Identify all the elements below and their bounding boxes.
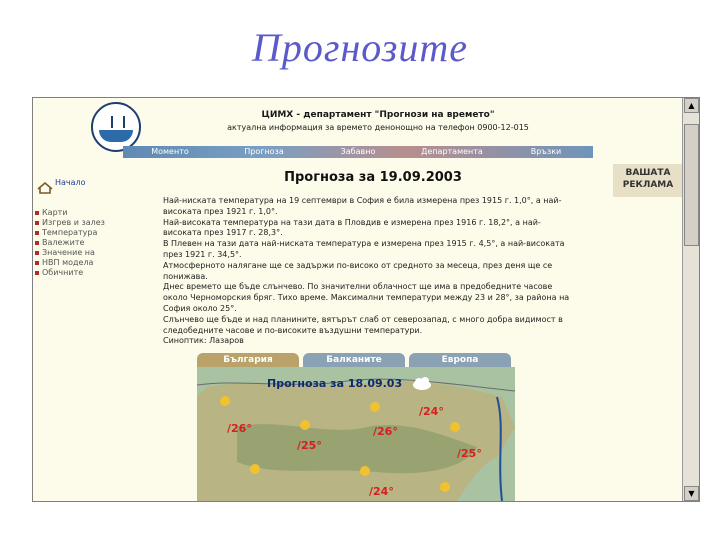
bullet-icon <box>35 221 39 225</box>
nav-links[interactable]: Връзки <box>530 147 562 156</box>
temp-label: /24° <box>419 405 444 418</box>
web-page <box>33 98 683 501</box>
tab-balkans[interactable]: Балканите <box>303 353 405 367</box>
nav-moments[interactable]: Моменто <box>151 147 189 156</box>
ad-line-2: РЕКЛАМА <box>622 180 674 190</box>
temp-label: /25° <box>457 447 482 460</box>
home-icon[interactable] <box>37 182 53 194</box>
sun-icon <box>357 463 373 479</box>
sidebar-item-precipitation[interactable]: Валежите <box>35 238 135 248</box>
sidebar-item-nwp[interactable]: НВП модела <box>35 258 135 268</box>
home-link[interactable]: Начало <box>55 178 86 187</box>
bullet-icon <box>35 241 39 245</box>
bullet-icon <box>35 271 39 275</box>
forecast-paragraph: Атмосферното налягане ще се задържи по-високо от средното за месеца, през деня ще се понижава. <box>163 260 553 281</box>
nav-forecast[interactable]: Прогноза <box>244 147 284 156</box>
browser-frame <box>32 97 700 502</box>
sun-icon <box>437 479 453 495</box>
sun-icon <box>367 399 383 415</box>
sun-icon <box>447 419 463 435</box>
forecast-text <box>163 196 573 347</box>
tab-europe[interactable]: Европа <box>409 353 511 367</box>
forecast-paragraph: В Плевен на тази дата най-ниската температура е измерена през 1915 г. 4,5°, а най-високата през 1921 г. 34,5°. <box>163 239 565 259</box>
sidebar-item-maps[interactable]: Карти <box>35 208 135 218</box>
forecast-paragraph: Слънчево ще бъде и над планините, вятърът слаб от северозапад, с много добра видимост в следобедните часове и по-високите въздушни температури. <box>163 314 563 335</box>
temp-label: /26° <box>373 425 398 438</box>
sidebar <box>35 208 135 278</box>
nav-bar <box>123 146 593 158</box>
slide-title: Прогнозите <box>251 25 469 70</box>
sidebar-item-sunrise[interactable]: Изгрев и залез <box>35 218 135 228</box>
forecast-map <box>197 367 515 501</box>
scroll-thumb[interactable] <box>684 124 699 246</box>
map-title: Прогноза за 18.09.03 <box>267 377 403 390</box>
ad-banner[interactable] <box>613 164 683 197</box>
site-header-subtitle: актуална информация за времето денонощно на телефон 0900-12-015 <box>227 123 529 132</box>
bullet-icon <box>35 251 39 255</box>
temp-label: /24° <box>369 485 394 498</box>
sidebar-item-temperature[interactable]: Температура <box>35 228 135 238</box>
bullet-icon <box>35 231 39 235</box>
forecaster: Синоптик: Лазаров <box>163 336 244 346</box>
forecast-paragraph: Най-ниската температура на 19 септември в София е била измерена през 1915 г. 1,0°, а най-високата през 1921 г. 1,0°. <box>163 196 562 216</box>
scroll-up-icon[interactable]: ▲ <box>684 98 699 113</box>
sun-icon <box>217 393 233 409</box>
sun-icon <box>297 417 313 433</box>
forecast-paragraph: Най-високата температура на тази дата в Пловдив е измерена през 1916 г. 18,2°, а най-високата през 1917 г. 28,3°. <box>163 217 541 238</box>
forecast-title: Прогноза за 19.09.2003 <box>284 170 462 185</box>
map-tabs <box>197 353 515 367</box>
sun-icon <box>247 461 263 477</box>
nav-fun[interactable]: Забавно <box>340 147 376 156</box>
temp-label: /25° <box>297 439 322 452</box>
sidebar-item-other[interactable]: Обичните <box>35 268 135 278</box>
tab-bulgaria[interactable]: България <box>197 353 299 367</box>
ad-line-1: ВАШАТА <box>625 168 671 178</box>
logo-icon <box>91 102 141 152</box>
forecast-paragraph: Днес времето ще бъде слънчево. По значителни облачност ще има в предобедните часове около Черноморския бряг. Тихо време. Максимални температури между 23 и 28°, за района на София около 25°. <box>163 282 570 313</box>
nav-department[interactable]: Департамента <box>421 147 483 156</box>
vertical-scrollbar[interactable] <box>682 98 699 501</box>
bullet-icon <box>35 211 39 215</box>
site-header-title: ЦИМХ - департамент "Прогнози на времето" <box>261 110 495 120</box>
scroll-down-icon[interactable]: ▼ <box>684 486 699 501</box>
cloud-icon <box>411 375 433 391</box>
temp-label: /26° <box>227 422 252 435</box>
sidebar-item-meaning[interactable]: Значение на <box>35 248 135 258</box>
bullet-icon <box>35 261 39 265</box>
